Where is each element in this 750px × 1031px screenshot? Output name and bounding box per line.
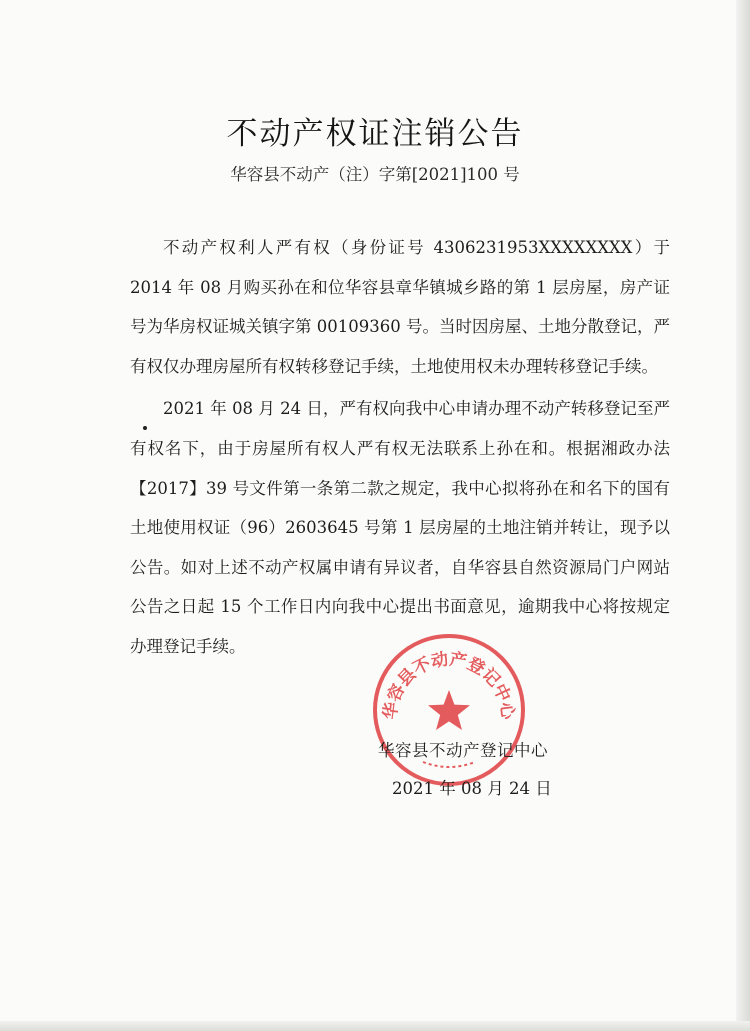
issue-date: 2021 年 08 月 24 日 <box>392 779 552 798</box>
notice-body <box>130 228 670 667</box>
issuing-authority: 华容县不动产登记中心 <box>378 741 548 760</box>
page-edge-shadow <box>736 0 750 1031</box>
star-icon <box>428 690 470 730</box>
notice-title: 不动产权证注销公告 <box>226 116 524 152</box>
official-seal-stamp <box>371 632 527 788</box>
document-number: 华容县不动产（注）字第[2021]100 号 <box>230 165 520 184</box>
scan-speck <box>143 426 147 430</box>
page-bottom-shadow <box>0 1021 750 1031</box>
body-paragraph-1: 不动产权利人严有权（身份证号 4306231953XXXXXXXX）于 2014 年 08 月购买孙在和位华容县章华镇城乡路的第 1 层房屋，房产证号为华房权证城关镇字第 00109360 号。当时因房屋、土地分散登记，严有权仅办理房屋所有权转移登记手续，土地使用权未办理转移登记手续。 <box>130 238 670 376</box>
seal-text: 华容县不动产登记中心 <box>380 649 518 721</box>
body-paragraph-2: 2021 年 08 月 24 日，严有权向我中心申请办理不动产转移登记至严有权名下，由于房屋所有权人严有权无法联系上孙在和。根据湘政办法【2017】39 号文件第一条第二款之规定，我中心拟将孙在和名下的国有土地使用权证（96）2603645 号第 1 层房屋的土地注销并转让，现予以公告。如对上述不动产权属申请有异议者，自华容县自然资源局门户网站公告之日起 15 个工作日内向我中心提出书面意见，逾期我中心将按规定办理登记手续。 <box>130 399 670 656</box>
